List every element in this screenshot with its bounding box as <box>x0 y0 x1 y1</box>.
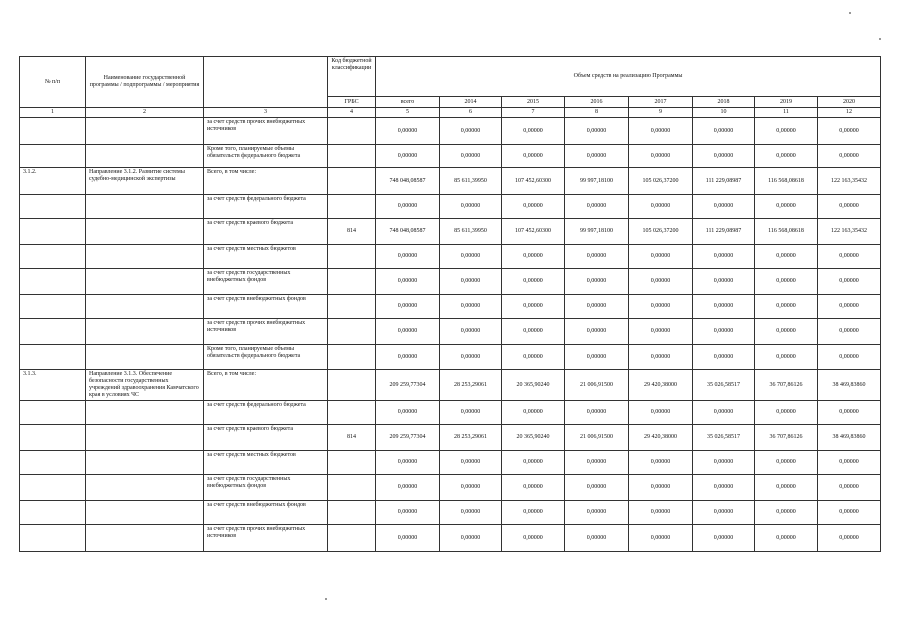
row-funding-source: Кроме того, планируемые объемы обязательств федерального бюджета <box>204 145 328 168</box>
row-value: 85 611,39950 <box>440 219 502 245</box>
row-value: 748 048,08587 <box>376 168 440 195</box>
row-value: 116 568,08618 <box>755 168 818 195</box>
row-value: 0,00000 <box>693 475 755 501</box>
row-value: 0,00000 <box>755 525 818 552</box>
row-funding-source: за счет средств прочих внебюджетных источников <box>204 118 328 145</box>
row-value: 0,00000 <box>693 118 755 145</box>
row-value: 29 420,38000 <box>629 425 693 451</box>
row-value: 0,00000 <box>818 118 881 145</box>
row-value: 36 707,86126 <box>755 425 818 451</box>
row-grbs <box>328 269 376 295</box>
row-value: 0,00000 <box>376 245 440 269</box>
row-value: 21 006,91500 <box>565 425 629 451</box>
row-value: 0,00000 <box>818 525 881 552</box>
row-program-name <box>86 145 204 168</box>
row-value: 0,00000 <box>629 401 693 425</box>
row-value: 0,00000 <box>629 501 693 525</box>
row-value: 99 997,18100 <box>565 219 629 245</box>
row-program-name <box>86 525 204 552</box>
row-value: 0,00000 <box>376 475 440 501</box>
row-value: 0,00000 <box>629 295 693 319</box>
row-program-name <box>86 501 204 525</box>
row-value: 0,00000 <box>693 525 755 552</box>
row-value: 107 452,60300 <box>502 219 565 245</box>
row-program-name <box>86 451 204 475</box>
row-grbs <box>328 501 376 525</box>
header-year: 2017 <box>629 97 693 108</box>
row-value: 0,00000 <box>376 145 440 168</box>
row-grbs <box>328 245 376 269</box>
header-year: 2015 <box>502 97 565 108</box>
row-grbs <box>328 145 376 168</box>
row-value: 0,00000 <box>502 475 565 501</box>
row-funding-source: за счет средств местных бюджетов <box>204 245 328 269</box>
row-program-name: Направление 3.1.2. Развитие системы судебно-медицинской экспертизы <box>86 168 204 195</box>
row-value: 28 253,29061 <box>440 425 502 451</box>
row-number <box>20 451 86 475</box>
table-row <box>20 195 881 219</box>
row-number <box>20 525 86 552</box>
row-value: 0,00000 <box>440 525 502 552</box>
row-value: 0,00000 <box>818 345 881 370</box>
budget-table-page <box>19 56 880 552</box>
header-year: 2014 <box>440 97 502 108</box>
row-value: 36 707,86126 <box>755 370 818 401</box>
table-row <box>20 425 881 451</box>
row-value: 0,00000 <box>376 401 440 425</box>
row-number <box>20 501 86 525</box>
row-funding-source: за счет средств краевого бюджета <box>204 425 328 451</box>
row-value: 0,00000 <box>376 269 440 295</box>
row-funding-source: Всего, в том числе: <box>204 370 328 401</box>
row-value: 0,00000 <box>693 401 755 425</box>
row-funding-source: за счет средств федерального бюджета <box>204 195 328 219</box>
row-value: 0,00000 <box>755 195 818 219</box>
row-value: 0,00000 <box>565 118 629 145</box>
header-volume: Объем средств на реализацию Программы <box>376 57 881 97</box>
header-grbs: ГРБС <box>328 97 376 108</box>
row-program-name <box>86 401 204 425</box>
row-value: 0,00000 <box>502 269 565 295</box>
row-value: 122 163,35432 <box>818 219 881 245</box>
row-value: 0,00000 <box>440 295 502 319</box>
header-year: 2016 <box>565 97 629 108</box>
table-row <box>20 319 881 345</box>
table-row <box>20 245 881 269</box>
row-value: 0,00000 <box>755 319 818 345</box>
row-number <box>20 219 86 245</box>
header-blank <box>204 57 328 108</box>
row-value: 0,00000 <box>755 501 818 525</box>
row-funding-source: Кроме того, планируемые объемы обязательств федерального бюджета <box>204 345 328 370</box>
row-value: 0,00000 <box>565 475 629 501</box>
row-grbs: 814 <box>328 425 376 451</box>
row-value: 0,00000 <box>502 145 565 168</box>
row-grbs <box>328 319 376 345</box>
row-number <box>20 269 86 295</box>
row-funding-source: за счет средств прочих внебюджетных источников <box>204 525 328 552</box>
row-grbs <box>328 525 376 552</box>
row-value: 0,00000 <box>440 451 502 475</box>
row-program-name <box>86 345 204 370</box>
row-value: 0,00000 <box>629 451 693 475</box>
row-value: 0,00000 <box>818 451 881 475</box>
row-grbs <box>328 118 376 145</box>
row-value: 0,00000 <box>376 319 440 345</box>
row-value: 0,00000 <box>755 245 818 269</box>
table-row <box>20 501 881 525</box>
row-number <box>20 345 86 370</box>
row-grbs <box>328 475 376 501</box>
column-number: 2 <box>86 108 204 118</box>
row-value: 35 026,58517 <box>693 370 755 401</box>
row-value: 0,00000 <box>376 118 440 145</box>
row-funding-source: за счет средств государственных внебюджетных фондов <box>204 269 328 295</box>
table-row <box>20 118 881 145</box>
row-value: 0,00000 <box>693 245 755 269</box>
table-row <box>20 401 881 425</box>
header-num: № п/п <box>20 57 86 108</box>
row-value: 748 048,08587 <box>376 219 440 245</box>
table-row <box>20 269 881 295</box>
row-value: 111 229,08987 <box>693 168 755 195</box>
row-value: 0,00000 <box>693 145 755 168</box>
row-value: 0,00000 <box>440 118 502 145</box>
row-grbs <box>328 345 376 370</box>
row-value: 0,00000 <box>440 269 502 295</box>
row-value: 0,00000 <box>376 501 440 525</box>
row-value: 0,00000 <box>693 345 755 370</box>
scan-speck <box>325 598 327 600</box>
row-value: 21 006,91500 <box>565 370 629 401</box>
row-funding-source: за счет средств местных бюджетов <box>204 451 328 475</box>
row-program-name <box>86 425 204 451</box>
row-funding-source: за счет средств внебюджетных фондов <box>204 295 328 319</box>
row-value: 0,00000 <box>755 295 818 319</box>
table-row <box>20 145 881 168</box>
row-value: 0,00000 <box>629 118 693 145</box>
row-value: 0,00000 <box>755 118 818 145</box>
row-value: 0,00000 <box>376 195 440 219</box>
row-number <box>20 145 86 168</box>
row-value: 85 611,39950 <box>440 168 502 195</box>
row-funding-source: за счет средств федерального бюджета <box>204 401 328 425</box>
row-number <box>20 295 86 319</box>
row-program-name <box>86 319 204 345</box>
row-value: 0,00000 <box>440 345 502 370</box>
budget-table <box>19 56 881 552</box>
row-value: 0,00000 <box>818 245 881 269</box>
row-value: 0,00000 <box>502 295 565 319</box>
column-number: 6 <box>440 108 502 118</box>
row-value: 38 469,83860 <box>818 425 881 451</box>
row-funding-source: за счет средств краевого бюджета <box>204 219 328 245</box>
row-program-name <box>86 475 204 501</box>
row-value: 105 026,37200 <box>629 168 693 195</box>
row-funding-source: за счет средств внебюджетных фондов <box>204 501 328 525</box>
row-value: 0,00000 <box>565 501 629 525</box>
header-year: 2020 <box>818 97 881 108</box>
column-number: 7 <box>502 108 565 118</box>
row-value: 0,00000 <box>565 451 629 475</box>
row-value: 0,00000 <box>629 475 693 501</box>
row-grbs: 814 <box>328 219 376 245</box>
row-value: 0,00000 <box>565 269 629 295</box>
row-program-name: Направление 3.1.3. Обеспечение безопасности государственных учреждений здравоохранения Камчатского края в условиях ЧС <box>86 370 204 401</box>
row-value: 0,00000 <box>755 451 818 475</box>
row-grbs <box>328 168 376 195</box>
column-number: 12 <box>818 108 881 118</box>
row-value: 0,00000 <box>693 295 755 319</box>
row-value: 0,00000 <box>376 345 440 370</box>
row-value: 0,00000 <box>755 345 818 370</box>
row-value: 0,00000 <box>502 319 565 345</box>
row-number <box>20 401 86 425</box>
row-value: 116 568,08618 <box>755 219 818 245</box>
row-value: 122 163,35432 <box>818 168 881 195</box>
column-number: 5 <box>376 108 440 118</box>
header-code: Код бюджетной классификации <box>328 57 376 97</box>
column-number: 10 <box>693 108 755 118</box>
row-program-name <box>86 295 204 319</box>
row-value: 0,00000 <box>818 145 881 168</box>
row-value: 0,00000 <box>565 345 629 370</box>
row-value: 0,00000 <box>693 451 755 475</box>
row-number <box>20 319 86 345</box>
row-value: 0,00000 <box>440 401 502 425</box>
row-value: 0,00000 <box>440 245 502 269</box>
row-program-name <box>86 269 204 295</box>
row-value: 0,00000 <box>818 319 881 345</box>
header-year: 2018 <box>693 97 755 108</box>
row-value: 0,00000 <box>818 501 881 525</box>
row-number <box>20 195 86 219</box>
table-row <box>20 525 881 552</box>
row-value: 0,00000 <box>693 195 755 219</box>
row-value: 0,00000 <box>565 145 629 168</box>
row-value: 20 365,90240 <box>502 425 565 451</box>
column-number: 11 <box>755 108 818 118</box>
row-grbs <box>328 295 376 319</box>
table-row <box>20 219 881 245</box>
row-value: 0,00000 <box>440 145 502 168</box>
row-value: 0,00000 <box>376 295 440 319</box>
row-value: 0,00000 <box>440 195 502 219</box>
row-value: 0,00000 <box>565 295 629 319</box>
row-funding-source: Всего, в том числе: <box>204 168 328 195</box>
row-value: 0,00000 <box>693 501 755 525</box>
row-value: 0,00000 <box>693 319 755 345</box>
row-value: 0,00000 <box>755 401 818 425</box>
row-value: 0,00000 <box>502 525 565 552</box>
row-number <box>20 425 86 451</box>
row-value: 0,00000 <box>565 401 629 425</box>
column-number: 8 <box>565 108 629 118</box>
row-value: 0,00000 <box>629 245 693 269</box>
row-value: 0,00000 <box>755 475 818 501</box>
row-value: 0,00000 <box>502 451 565 475</box>
row-value: 0,00000 <box>502 118 565 145</box>
row-value: 0,00000 <box>629 145 693 168</box>
row-value: 38 469,83860 <box>818 370 881 401</box>
row-value: 209 259,77304 <box>376 425 440 451</box>
row-program-name <box>86 219 204 245</box>
column-number: 3 <box>204 108 328 118</box>
row-value: 111 229,08987 <box>693 219 755 245</box>
column-number: 9 <box>629 108 693 118</box>
header-total: всего <box>376 97 440 108</box>
row-value: 35 026,58517 <box>693 425 755 451</box>
table-row <box>20 295 881 319</box>
scan-speck <box>879 38 881 40</box>
table-row <box>20 168 881 195</box>
row-value: 0,00000 <box>629 525 693 552</box>
row-value: 0,00000 <box>693 269 755 295</box>
row-value: 0,00000 <box>629 319 693 345</box>
row-value: 0,00000 <box>502 345 565 370</box>
row-number <box>20 245 86 269</box>
header-year: 2019 <box>755 97 818 108</box>
row-number: 3.1.3. <box>20 370 86 401</box>
row-funding-source: за счет средств прочих внебюджетных источников <box>204 319 328 345</box>
row-program-name <box>86 195 204 219</box>
table-row <box>20 475 881 501</box>
row-value: 209 259,77304 <box>376 370 440 401</box>
row-value: 20 365,90240 <box>502 370 565 401</box>
row-value: 0,00000 <box>440 475 502 501</box>
table-row <box>20 370 881 401</box>
column-number: 1 <box>20 108 86 118</box>
row-program-name <box>86 118 204 145</box>
row-value: 0,00000 <box>818 475 881 501</box>
row-program-name <box>86 245 204 269</box>
row-value: 0,00000 <box>755 145 818 168</box>
row-value: 0,00000 <box>376 525 440 552</box>
row-value: 0,00000 <box>818 269 881 295</box>
row-value: 105 026,37200 <box>629 219 693 245</box>
table-body <box>20 118 881 552</box>
row-value: 0,00000 <box>502 245 565 269</box>
row-value: 29 420,38000 <box>629 370 693 401</box>
row-value: 0,00000 <box>629 269 693 295</box>
row-value: 99 997,18100 <box>565 168 629 195</box>
row-value: 0,00000 <box>440 319 502 345</box>
row-value: 28 253,29061 <box>440 370 502 401</box>
column-number: 4 <box>328 108 376 118</box>
row-value: 107 452,60300 <box>502 168 565 195</box>
row-value: 0,00000 <box>565 319 629 345</box>
row-number <box>20 475 86 501</box>
row-value: 0,00000 <box>629 195 693 219</box>
row-grbs <box>328 401 376 425</box>
row-grbs <box>328 195 376 219</box>
row-value: 0,00000 <box>502 195 565 219</box>
row-value: 0,00000 <box>818 195 881 219</box>
row-grbs <box>328 370 376 401</box>
row-value: 0,00000 <box>502 501 565 525</box>
row-value: 0,00000 <box>565 245 629 269</box>
row-grbs <box>328 451 376 475</box>
row-funding-source: за счет средств государственных внебюджетных фондов <box>204 475 328 501</box>
header-name: Наименование государственной программы / подпрограммы / мероприятия <box>86 57 204 108</box>
row-value: 0,00000 <box>440 501 502 525</box>
row-value: 0,00000 <box>565 525 629 552</box>
row-value: 0,00000 <box>818 401 881 425</box>
scan-speck <box>849 12 851 14</box>
row-value: 0,00000 <box>629 345 693 370</box>
row-value: 0,00000 <box>565 195 629 219</box>
row-value: 0,00000 <box>818 295 881 319</box>
row-value: 0,00000 <box>502 401 565 425</box>
row-value: 0,00000 <box>755 269 818 295</box>
table-row <box>20 451 881 475</box>
table-row <box>20 345 881 370</box>
row-number <box>20 118 86 145</box>
row-value: 0,00000 <box>376 451 440 475</box>
row-number: 3.1.2. <box>20 168 86 195</box>
